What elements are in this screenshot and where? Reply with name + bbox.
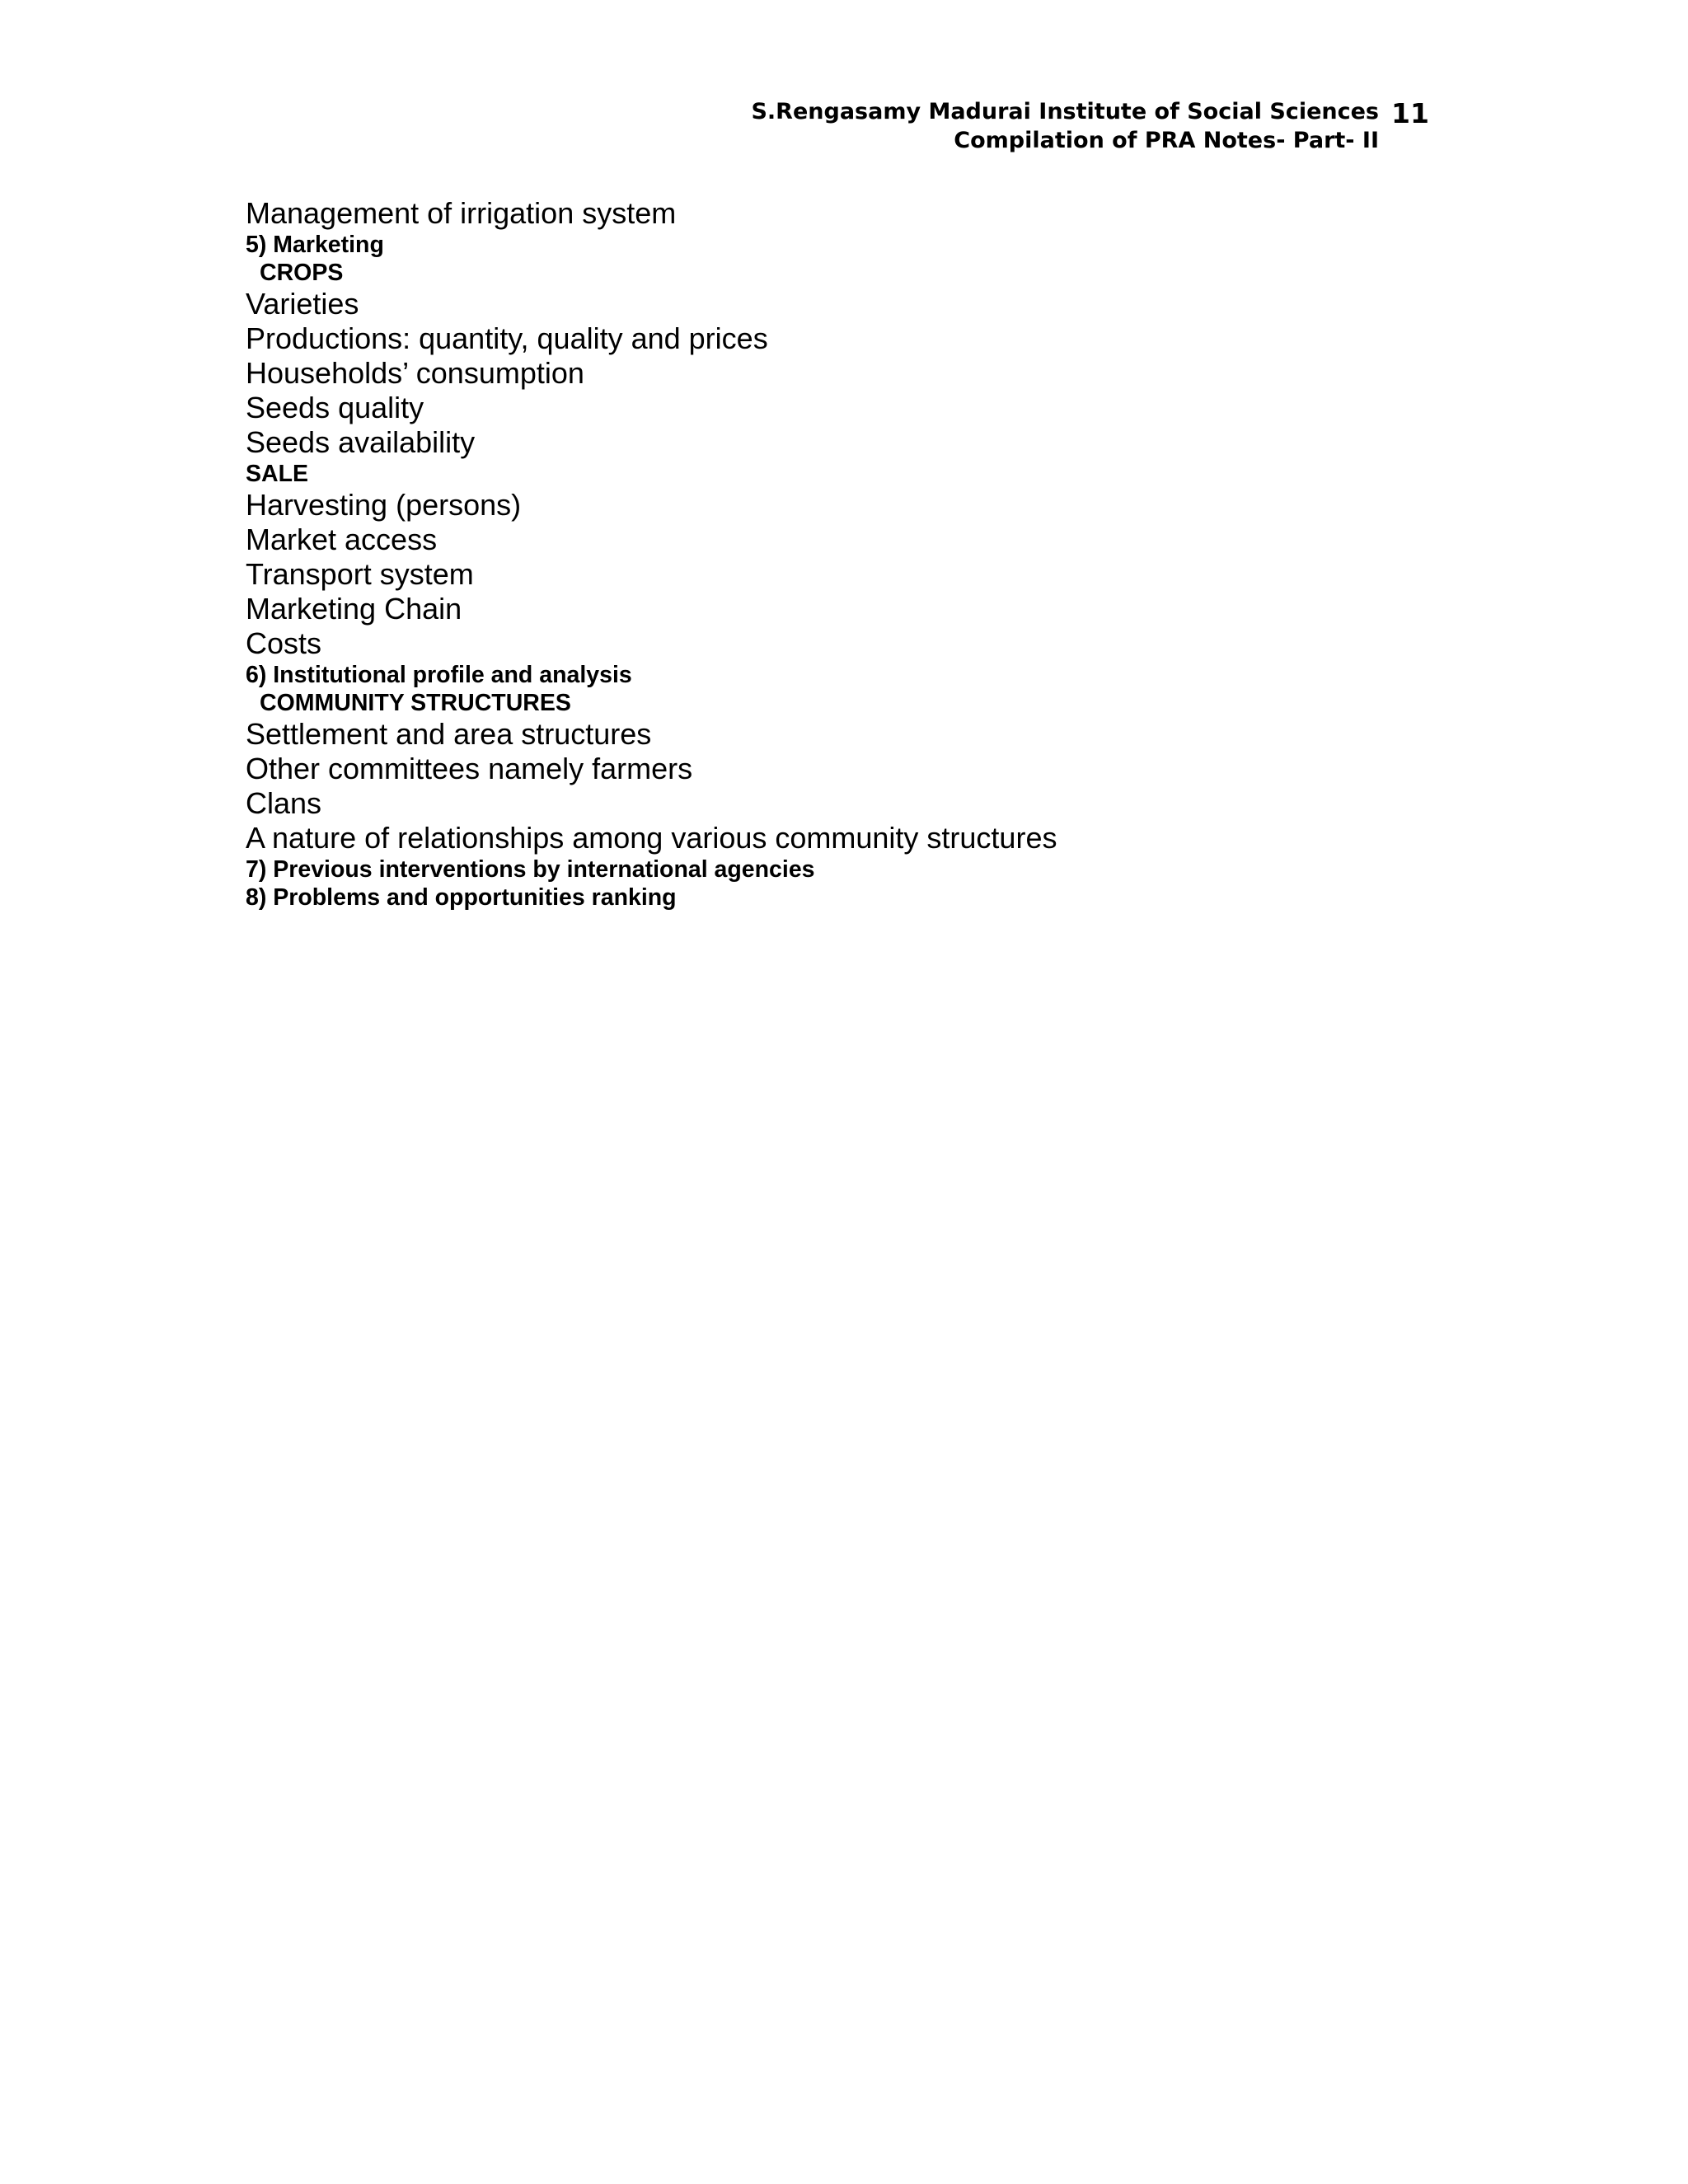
section-heading-previous-interventions: 7) Previous interventions by international agencies: [246, 856, 815, 883]
list-item: Market access: [246, 523, 438, 556]
section-heading-marketing: 5) Marketing: [246, 232, 384, 258]
list-item: Transport system: [246, 557, 474, 591]
section-heading-institutional-profile: 6) Institutional profile and analysis: [246, 662, 632, 688]
list-item: Harvesting (persons): [246, 488, 522, 522]
subheading-sale: SALE: [246, 461, 309, 487]
list-item: Varieties: [246, 287, 359, 321]
list-item: Seeds quality: [246, 391, 424, 424]
list-item: Clans: [246, 786, 322, 820]
subheading-community-structures: COMMUNITY STRUCTURES: [260, 690, 571, 716]
page-number: 11: [1391, 97, 1429, 129]
list-item: Other committees namely farmers: [246, 752, 693, 785]
list-item: Costs: [246, 626, 322, 660]
running-header: [751, 97, 1379, 155]
list-item: Households’ consumption: [246, 356, 584, 390]
list-item: A nature of relationships among various community structures: [246, 821, 1057, 855]
list-item: Settlement and area structures: [246, 717, 652, 751]
subheading-crops: CROPS: [260, 260, 344, 286]
section-heading-problems-ranking: 8) Problems and opportunities ranking: [246, 884, 677, 911]
header-institute: S.Rengasamy Madurai Institute of Social Sciences: [751, 99, 1379, 124]
header-subtitle: Compilation of PRA Notes- Part- II: [954, 128, 1379, 153]
list-item: Seeds availability: [246, 425, 476, 459]
document-body: [246, 196, 1482, 912]
list-item: Productions: quantity, quality and prices: [246, 321, 768, 355]
list-item: Management of irrigation system: [246, 196, 677, 230]
list-item: Marketing Chain: [246, 592, 462, 626]
